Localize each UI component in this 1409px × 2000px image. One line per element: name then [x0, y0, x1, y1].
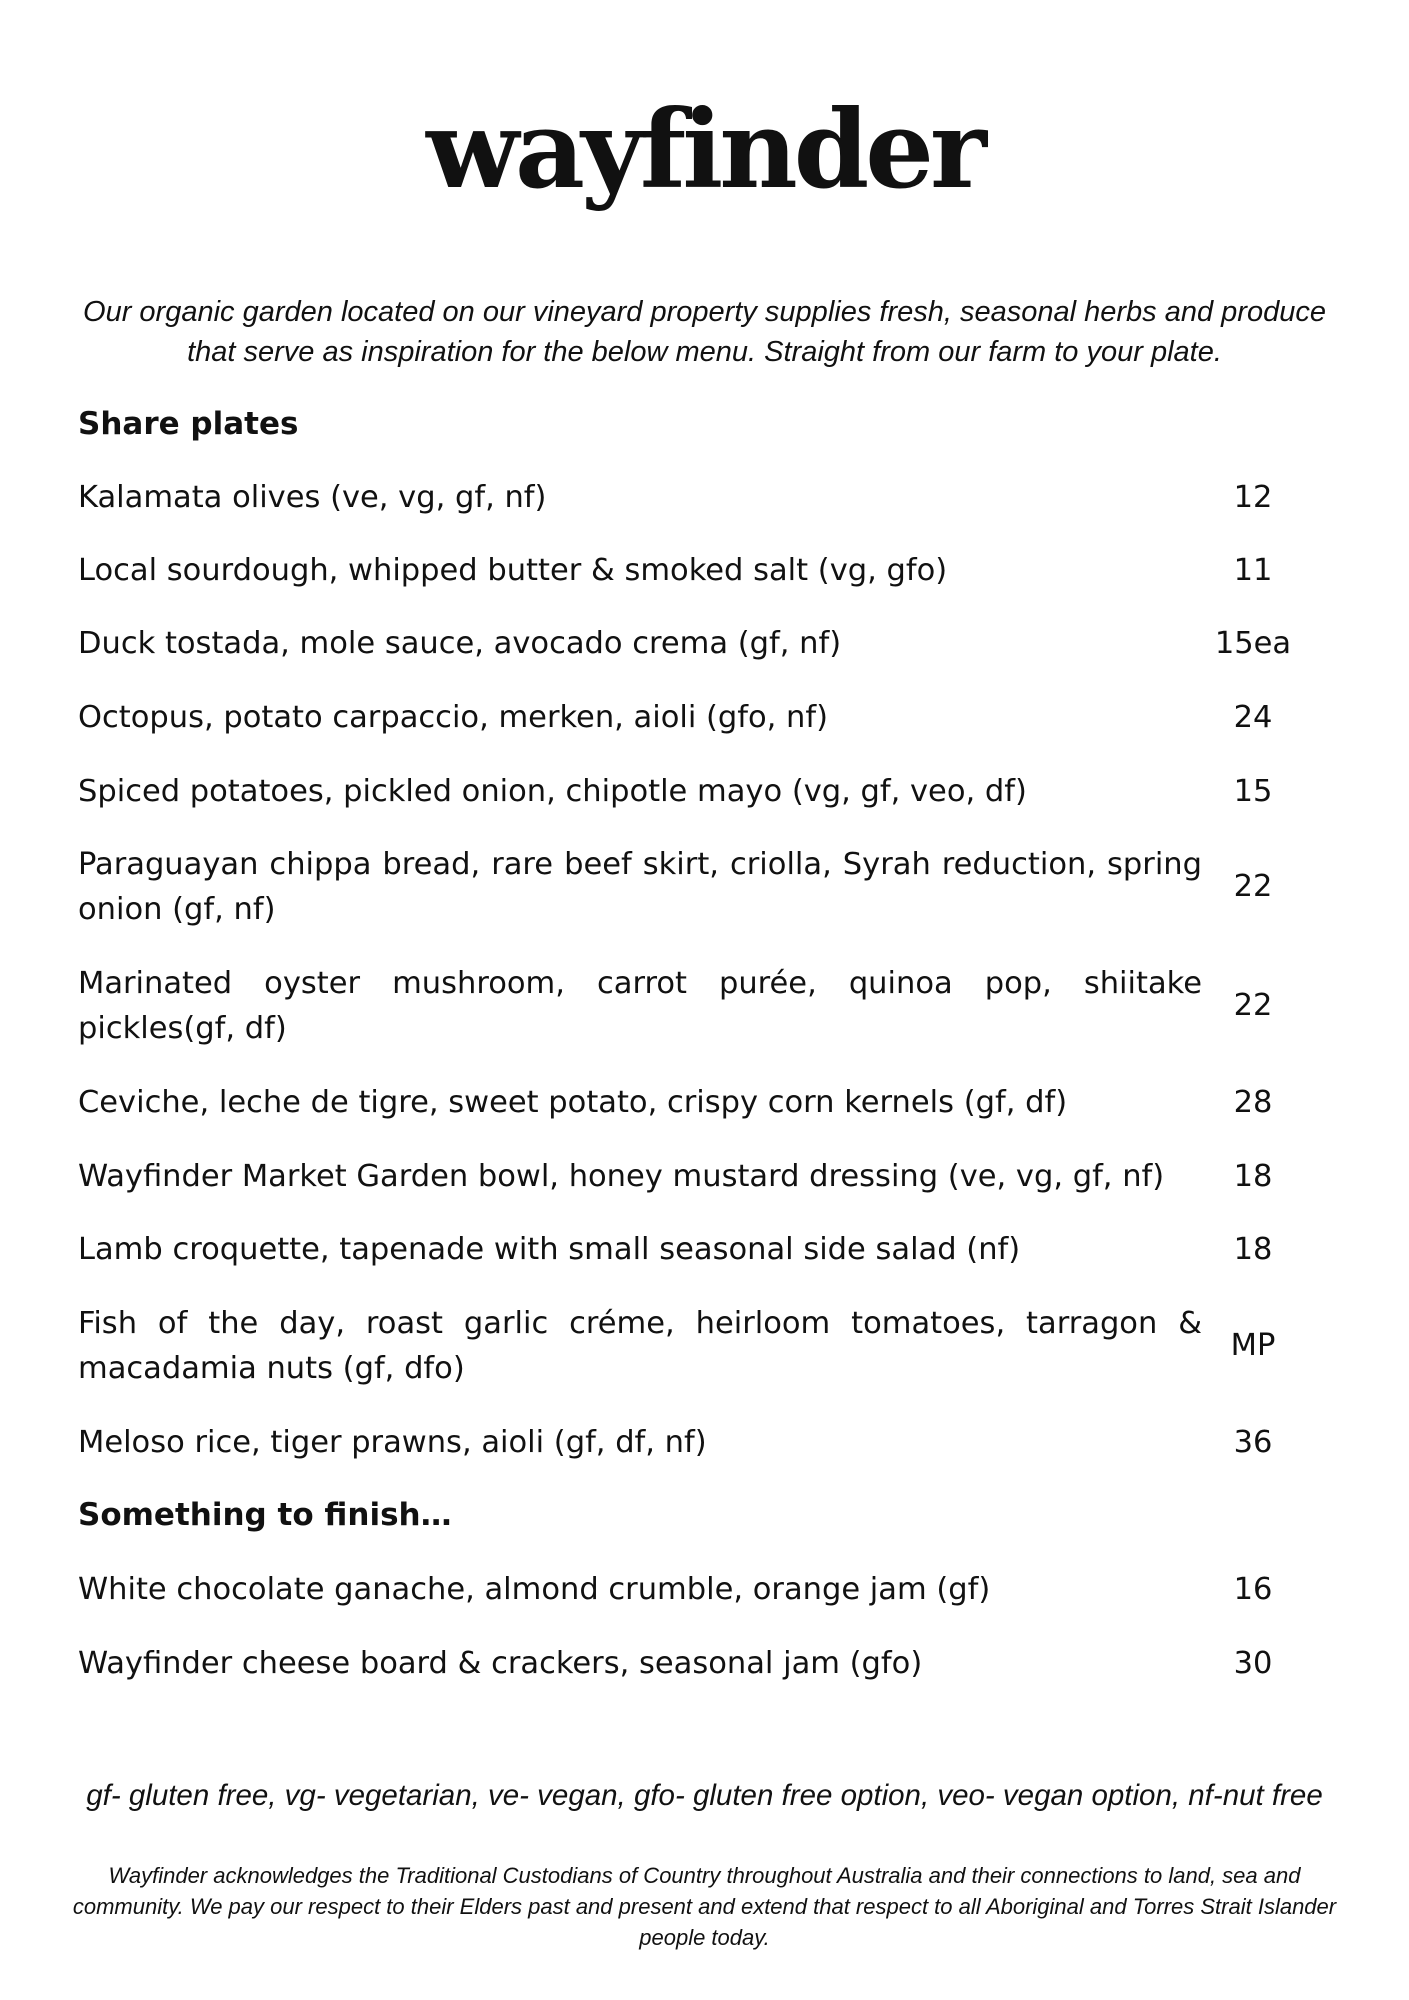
menu-item-name: Wayfinder Market Garden bowl, honey mustard dressing (ve, vg, gf, nf)	[78, 1159, 1165, 1194]
menu-item-price: MP	[1230, 1328, 1276, 1363]
menu-item-price: 28	[1233, 1085, 1273, 1120]
menu-item-price: 16	[1233, 1572, 1273, 1607]
dietary-legend: gf- gluten free, vg- vegetarian, ve- vegan, gfo- gluten free option, veo- vegan option, nf-nut free	[86, 1779, 1323, 1812]
menu-item-price: 24	[1233, 700, 1273, 735]
menu-item-name: Wayfinder cheese board & crackers, seasonal jam (gfo)	[78, 1646, 923, 1681]
menu-item-name: Fish of the day, roast garlic créme, heirloom tomatoes, tarragon & macadamia nuts (gf, dfo)	[78, 1306, 1202, 1386]
menu-item-name: Spiced potatoes, pickled onion, chipotle mayo (vg, gf, veo, df)	[78, 774, 1027, 809]
section-title-share-plates: Share plates	[78, 406, 299, 442]
menu-item-name: Kalamata olives (ve, vg, gf, nf)	[78, 480, 547, 515]
menu-item-price: 18	[1233, 1232, 1273, 1267]
menu-item-price: 18	[1233, 1159, 1273, 1194]
menu-item-price: 15ea	[1214, 626, 1292, 661]
menu-item-name: Paraguayan chippa bread, rare beef skirt, criolla, Syrah reduction, spring onion (gf, nf)	[78, 847, 1202, 927]
intro-text: Our organic garden located on our vineyard property supplies fresh, seasonal herbs and produce that serve as inspiration for the below menu. Straight from our farm to your plate.	[83, 296, 1326, 368]
menu-item-price: 30	[1233, 1646, 1273, 1681]
menu-item-price: 22	[1233, 988, 1273, 1023]
menu-item-price: 11	[1233, 553, 1273, 588]
menu-item-name: White chocolate ganache, almond crumble, orange jam (gf)	[78, 1572, 991, 1607]
menu-item-price: 15	[1233, 774, 1273, 809]
acknowledgement-of-country: Wayfinder acknowledges the Traditional Custodians of Country throughout Australia and their connections to land, sea and community. We pay our respect to their Elders past and present and extend that respect to all Aboriginal and Torres Strait Islander people today.	[72, 1863, 1337, 1950]
menu-item-name: Octopus, potato carpaccio, merken, aioli (gfo, nf)	[78, 700, 829, 735]
menu-item-name: Duck tostada, mole sauce, avocado crema (gf, nf)	[78, 626, 842, 661]
menu-item-name: Marinated oyster mushroom, carrot purée, quinoa pop, shiitake pickles(gf, df)	[78, 966, 1202, 1046]
menu-item-name: Lamb croquette, tapenade with small seasonal side salad (nf)	[78, 1232, 1021, 1267]
menu-item-name: Meloso rice, tiger prawns, aioli (gf, df, nf)	[78, 1425, 707, 1460]
menu-item-price: 12	[1233, 480, 1273, 515]
menu-item-name: Ceviche, leche de tigre, sweet potato, crispy corn kernels (gf, df)	[78, 1085, 1068, 1120]
menu-item-price: 36	[1233, 1425, 1273, 1460]
section-title-something-to-finish: Something to finish…	[78, 1497, 452, 1533]
menu-item-name: Local sourdough, whipped butter & smoked salt (vg, gfo)	[78, 553, 948, 588]
menu-item-price: 22	[1233, 869, 1273, 904]
wayfinder-logo: wayfinder	[426, 87, 983, 213]
